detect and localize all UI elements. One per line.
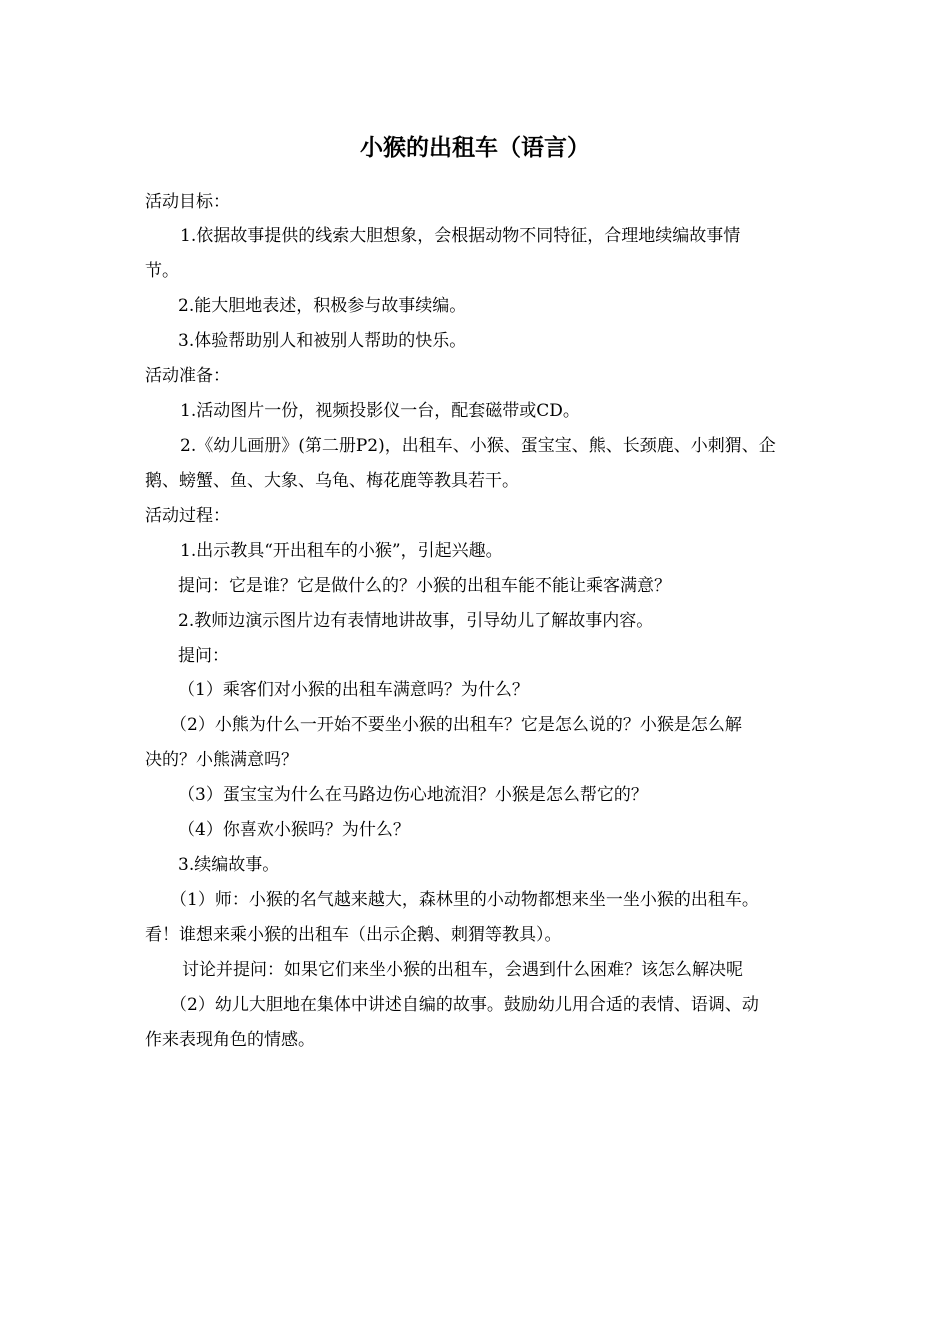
goal-item-1: 1.依据故事提供的线索大胆想象，会根据动物不同特征，合理地续编故事情 [180,226,741,246]
question-item-2: （2）小熊为什么一开始不要坐小猴的出租车？它是怎么说的？小猴是怎么解 [170,715,742,735]
preparation-item-1: 1.活动图片一份，视频投影仪一台，配套磁带或CD。 [180,401,580,421]
goal-item-1-continued: 节。 [145,261,179,281]
process-step-3: 3.续编故事。 [178,855,280,875]
document-title: 小猴的出租车（语言） [360,135,590,161]
question-item-4: （4）你喜欢小猴吗？为什么？ [178,820,410,840]
discussion-question: 讨论并提问：如果它们来坐小猴的出租车，会遇到什么困难？该怎么解决呢 [182,960,743,980]
continuation-item-2: （2）幼儿大胆地在集体中讲述自编的故事。鼓励幼儿用合适的表情、语调、动 [170,995,759,1015]
preparation-item-2-continued: 鹅、螃蟹、鱼、大象、乌龟、梅花鹿等教具若干。 [145,471,519,491]
continuation-item-2-continued: 作来表现角色的情感。 [145,1030,315,1050]
section-heading-process: 活动过程： [145,506,230,526]
continuation-item-1-continued: 看！谁想来乘小猴的出租车（出示企鹅、刺猬等教具）。 [145,925,562,945]
goal-item-3: 3.体验帮助别人和被别人帮助的快乐。 [178,331,467,351]
preparation-item-2: 2.《幼儿画册》(第二册P2)，出租车、小猴、蛋宝宝、熊、长颈鹿、小刺猬、企 [180,436,776,456]
section-heading-goals: 活动目标： [145,192,230,212]
continuation-item-1: （1）师：小猴的名气越来越大，森林里的小动物都想来坐一坐小猴的出租车。 [170,890,759,910]
section-heading-preparation: 活动准备： [145,366,230,386]
question-item-3: （3）蛋宝宝为什么在马路边伤心地流泪？小猴是怎么帮它的？ [178,785,648,805]
process-step-1: 1.出示教具“开出租车的小猴”，引起兴趣。 [180,541,503,561]
question-item-1: （1）乘客们对小猴的出租车满意吗？为什么？ [178,680,529,700]
process-question-1: 提问：它是谁？它是做什么的？小猴的出租车能不能让乘客满意？ [178,576,671,596]
question-item-2-continued: 决的？小熊满意吗？ [145,750,298,770]
process-step-2: 2.教师边演示图片边有表情地讲故事，引导幼儿了解故事内容。 [178,611,654,631]
goal-item-2: 2.能大胆地表述，积极参与故事续编。 [178,296,467,316]
process-question-label: 提问： [178,646,229,666]
